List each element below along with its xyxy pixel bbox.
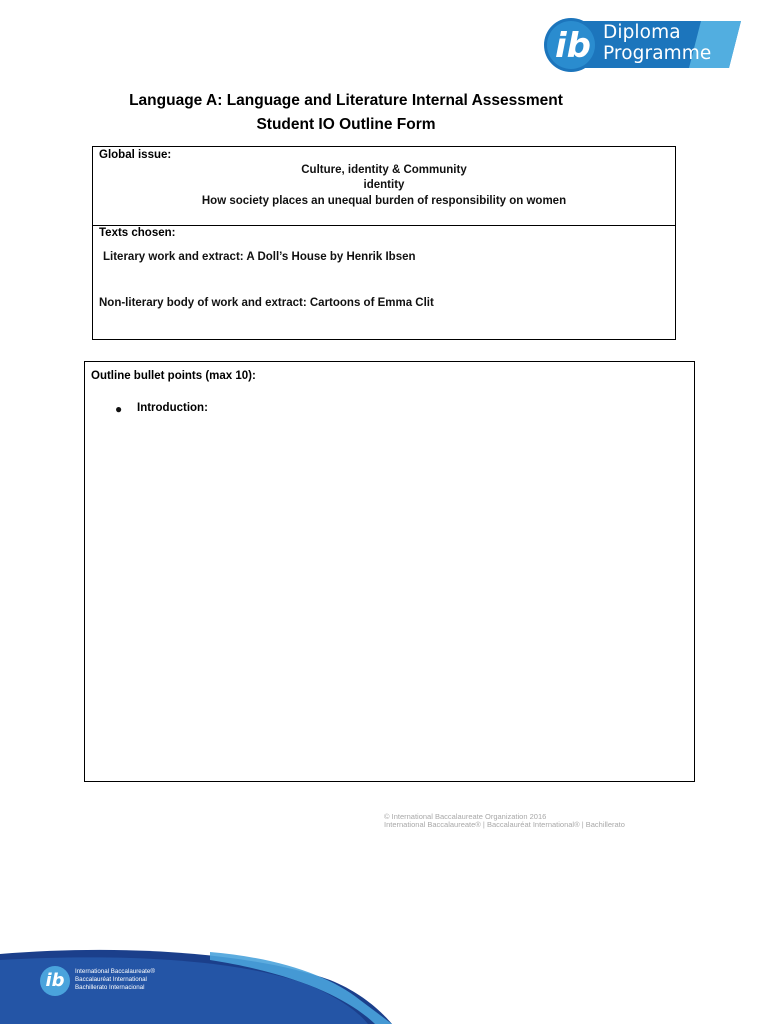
footer-ib-logo-mark: ib	[40, 966, 70, 996]
programme-line1: Diploma	[603, 22, 681, 43]
issue-texts-table	[92, 146, 676, 340]
outline-label: Outline bullet points (max 10):	[91, 370, 256, 382]
bullet-icon: ●	[115, 402, 123, 416]
copyright-line1: © International Baccalaureate Organization 2016	[384, 812, 547, 821]
copyright-line2: International Baccalaureate® | Baccalauréat International® | Bachillerato	[384, 820, 625, 829]
global-issue-line: How society places an unequal burden of responsibility on women	[201, 195, 567, 207]
copyright-notice	[384, 813, 625, 829]
table-divider	[93, 225, 675, 226]
programme-name	[603, 22, 711, 64]
programme-line2: Programme	[603, 43, 712, 64]
ib-diploma-logo	[541, 18, 741, 72]
footer-line3: Bachillerato Internacional	[75, 984, 145, 991]
global-issue-line: identity	[363, 179, 405, 191]
footer-organization-names	[75, 968, 155, 992]
global-issue-label: Global issue:	[99, 149, 172, 161]
outline-box	[84, 361, 695, 782]
texts-chosen-label: Texts chosen:	[99, 227, 176, 239]
footer-line2: Baccalauréat International	[75, 976, 147, 983]
footer-line1: International Baccalaureate®	[75, 968, 155, 975]
global-issue-line: Culture, identity & Community	[301, 164, 467, 176]
non-literary-work: Non-literary body of work and extract: Cartoons of Emma Clit	[99, 297, 434, 309]
page-title: Language A: Language and Literature Internal Assessment	[129, 92, 563, 109]
literary-work: Literary work and extract: A Doll’s House by Henrik Ibsen	[103, 251, 416, 263]
outline-bullet-item: Introduction:	[137, 402, 208, 414]
ib-logo-mark: ib	[555, 26, 591, 66]
page-subtitle: Student IO Outline Form	[256, 116, 436, 133]
